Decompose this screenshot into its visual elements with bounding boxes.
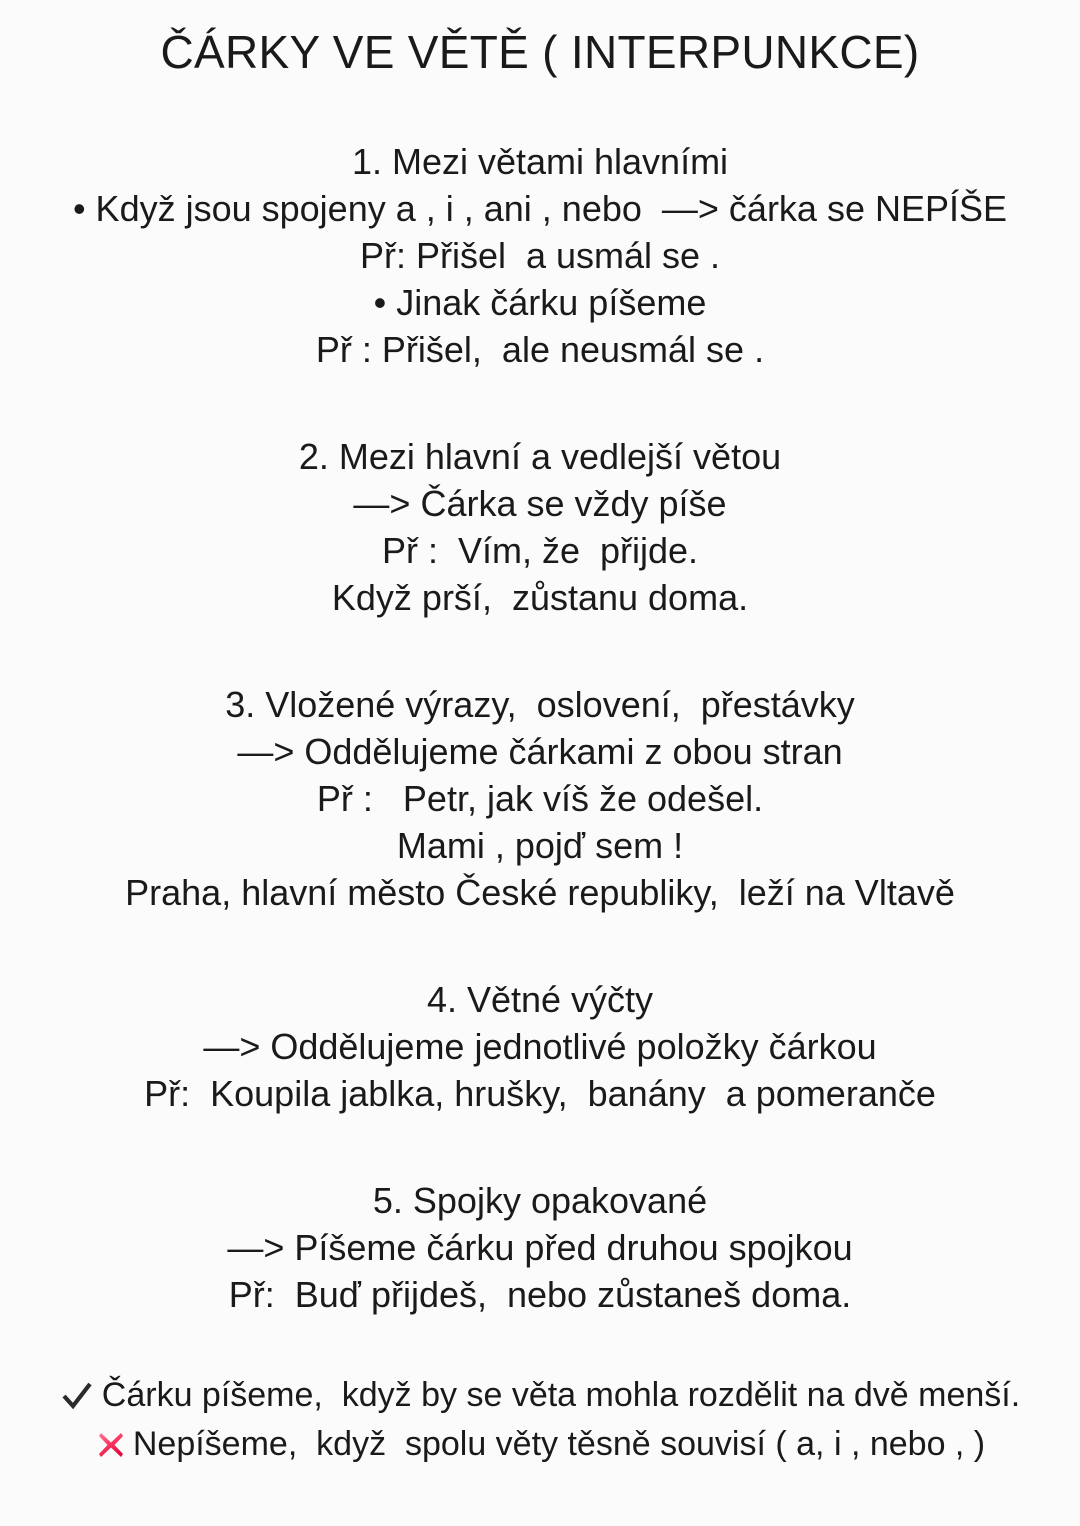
rule-line: Př: Přišel a usmál se . bbox=[359, 235, 721, 277]
rule-section-2 bbox=[16, 433, 1064, 621]
rule-heading: 2. Mezi hlavní a vedlejší větou bbox=[298, 436, 782, 478]
rule-line: —> Píšeme čárku před druhou spojkou bbox=[227, 1227, 853, 1269]
rule-line: Mami , pojď sem ! bbox=[396, 825, 684, 867]
rule-line: —> Oddělujeme jednotlivé položky čárkou bbox=[203, 1026, 877, 1068]
rule-line: Př: Buď přijdeš, nebo zůstaneš doma. bbox=[228, 1274, 852, 1316]
summary-text: Nepíšeme, když spolu věty těsně souvisí ( a, i , nebo , ) bbox=[132, 1425, 986, 1464]
cross-icon bbox=[95, 1429, 127, 1461]
rule-heading: 1. Mezi větami hlavními bbox=[351, 141, 729, 183]
rule-line: • Jinak čárku píšeme bbox=[373, 282, 707, 324]
check-icon bbox=[60, 1379, 94, 1413]
summary-row-no-write bbox=[95, 1421, 985, 1468]
rule-line: —> Oddělujeme čárkami z obou stran bbox=[237, 731, 843, 773]
rule-heading: 5. Spojky opakované bbox=[372, 1180, 708, 1222]
rule-line: Praha, hlavní město České republiky, leží na Vltavě bbox=[125, 872, 955, 914]
rule-section-3 bbox=[16, 681, 1064, 916]
rule-section-1 bbox=[16, 138, 1064, 373]
rule-line: Př : Přišel, ale neusmál se . bbox=[315, 329, 765, 371]
summary-row-write bbox=[60, 1372, 1020, 1419]
rule-section-5 bbox=[16, 1177, 1064, 1318]
rule-line: Když prší, zůstanu doma. bbox=[331, 577, 749, 619]
page-title: ČÁRKY VE VĚTĚ ( INTERPUNKCE) bbox=[160, 26, 920, 78]
rule-heading: 4. Větné výčty bbox=[426, 979, 654, 1021]
summary-text: Čárku píšeme, když by se věta mohla rozdělit na dvě menší. bbox=[101, 1376, 1021, 1415]
rule-section-4 bbox=[16, 976, 1064, 1117]
rules-list bbox=[16, 138, 1064, 1318]
rule-line: Př : Petr, jak víš že odešel. bbox=[316, 778, 764, 820]
summary-block bbox=[16, 1372, 1064, 1470]
rule-line: Př: Koupila jablka, hrušky, banány a pomeranče bbox=[144, 1073, 936, 1115]
rule-line: —> Čárka se vždy píše bbox=[353, 483, 727, 525]
rule-line: Př : Vím, že přijde. bbox=[381, 530, 699, 572]
rule-line: • Když jsou spojeny a , i , ani , nebo —> čárka se NEPÍŠE bbox=[72, 188, 1008, 230]
rule-heading: 3. Vložené výrazy, oslovení, přestávky bbox=[225, 684, 855, 726]
